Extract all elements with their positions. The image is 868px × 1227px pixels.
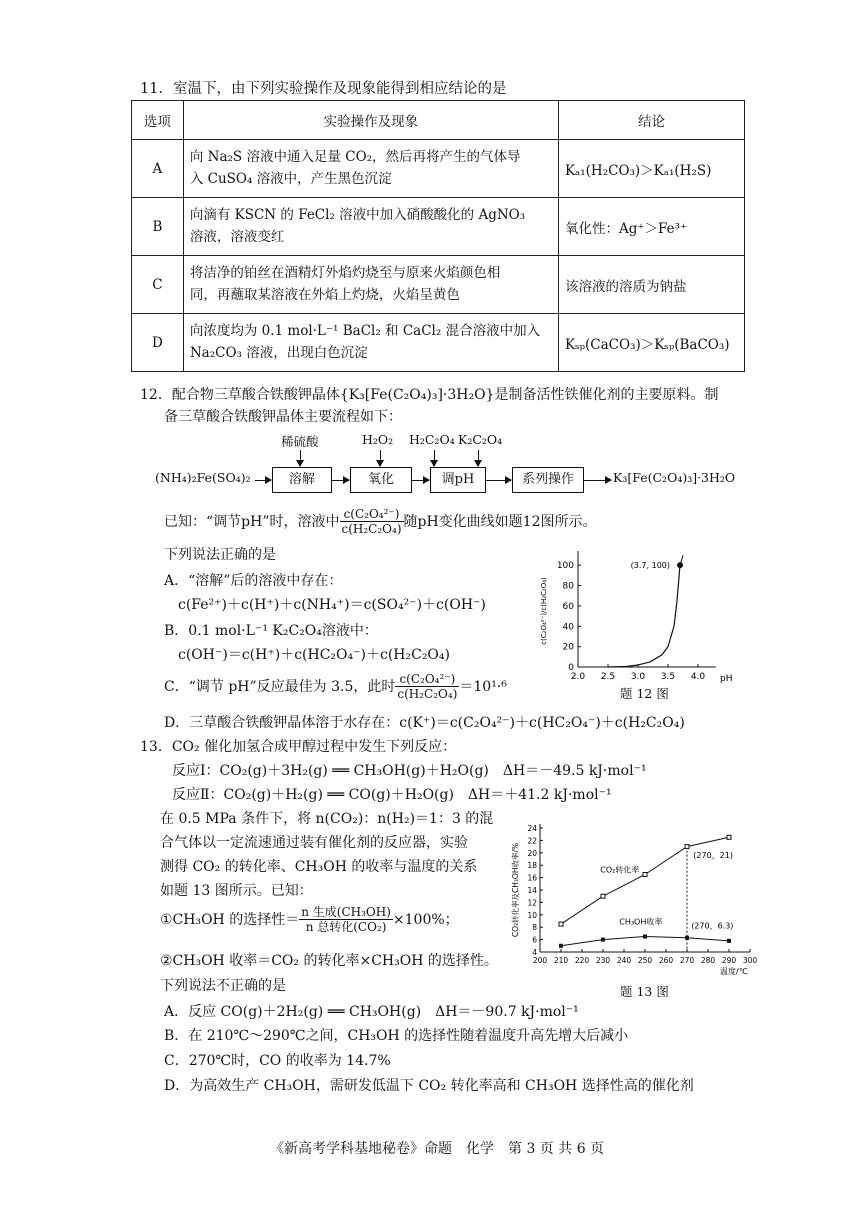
option-text: ＝10¹·⁶ bbox=[459, 678, 507, 695]
x-tick-label: 2.5 bbox=[600, 672, 616, 682]
procedure-line: 向浓度均为 0.1 mol·L⁻¹ BaCl₂ 和 CaCl₂ 混合溶液中加入 bbox=[189, 322, 541, 339]
known-text: ①CH₃OH 的选择性＝ bbox=[160, 911, 300, 928]
flow-arrow bbox=[434, 450, 435, 466]
selectivity-fraction bbox=[299, 905, 393, 935]
procedure-line: 溶液，溶液变红 bbox=[189, 228, 285, 245]
flow-reagent-h2o2: H₂O₂ bbox=[362, 432, 394, 447]
flow-step-dissolve: 溶解 bbox=[272, 467, 332, 493]
row-option: D bbox=[132, 314, 184, 372]
question-13-title: 13．CO₂ 催化加氢合成甲醇过程中发生下列反应： bbox=[140, 739, 457, 755]
x-tick-label: 4.0 bbox=[690, 672, 706, 682]
row-conclusion: Kₛₚ(CaCO₃)＞Kₛₚ(BaCO₃) bbox=[558, 314, 744, 372]
flow-arrow bbox=[255, 480, 271, 481]
y-tick-label: 8 bbox=[532, 923, 537, 933]
x-tick-label: 270 bbox=[679, 956, 695, 965]
q12-option-a: A．“溶解”后的溶液中存在： bbox=[164, 573, 343, 589]
x-tick-label: 250 bbox=[637, 956, 653, 965]
procedure-line: 将洁净的铂丝在酒精灯外焰灼烧至与原来火焰颜色相 bbox=[189, 264, 501, 281]
table-row bbox=[132, 198, 745, 256]
q13-paragraph: 在 0.5 MPa 条件下，将 n(CO₂)：n(H₂)＝1：3 的混 bbox=[160, 811, 494, 827]
fraction-denominator: n 总转化(CO₂) bbox=[305, 920, 387, 935]
figure-12-caption: 题 12 图 bbox=[620, 686, 669, 701]
row-option: C bbox=[132, 256, 184, 314]
x-axis-label: 温度/℃ bbox=[720, 967, 748, 976]
known-text: 随pH变化曲线如题12图所示。 bbox=[403, 513, 597, 530]
q13-known-1 bbox=[160, 905, 459, 935]
y-tick-label: 0 bbox=[568, 663, 574, 673]
q13-option-c: C．270℃时，CO 的收率为 14.7% bbox=[164, 1053, 391, 1069]
flow-reagent-acid: 稀硫酸 bbox=[281, 434, 319, 449]
reaction-2: 反应Ⅱ：CO₂(g)＋H₂(g) ══ CO(g)＋H₂O(g) ΔH＝＋41.2 kJ·mol⁻¹ bbox=[172, 787, 612, 803]
figure-13-caption: 题 13 图 bbox=[620, 984, 669, 999]
q12-option-c bbox=[164, 672, 507, 702]
data-point bbox=[677, 562, 683, 568]
y-tick-label: 20 bbox=[562, 642, 574, 653]
question-12-intro-cont: 备三草酸合铁酸钾晶体主要流程如下： bbox=[164, 409, 402, 425]
figure-12-chart bbox=[530, 543, 733, 703]
y-tick-label: 40 bbox=[562, 622, 574, 633]
data-point bbox=[643, 873, 647, 877]
flow-arrow bbox=[411, 480, 429, 481]
figure-13-chart bbox=[508, 820, 768, 980]
x-tick-label: 3.5 bbox=[660, 672, 676, 682]
point-annotation: (3.7, 100) bbox=[630, 561, 670, 571]
data-point bbox=[559, 922, 563, 926]
procedure-line: 向 Na₂S 溶液中通入足量 CO₂，然后再将产生的气体导 bbox=[189, 148, 521, 165]
y-tick-label: 12 bbox=[527, 898, 537, 908]
x-tick-label: 2.0 bbox=[570, 672, 586, 682]
data-point bbox=[643, 935, 647, 939]
data-point bbox=[685, 845, 689, 849]
flow-end-product: K₃[Fe(C₂O₄)₃]·3H₂O bbox=[613, 470, 736, 485]
row-conclusion: 氧化性：Ag⁺＞Fe³⁺ bbox=[558, 198, 744, 256]
option-text: C．“调节 pH”反应最佳为 3.5，此时 bbox=[164, 678, 396, 695]
flow-arrow bbox=[478, 450, 479, 466]
fraction-numerator: c(C₂O₄²⁻) bbox=[340, 507, 404, 522]
table-row bbox=[132, 256, 745, 314]
ratio-fraction bbox=[395, 672, 459, 702]
point-annotation: (270，21) bbox=[693, 850, 734, 860]
x-tick-label: 300 bbox=[742, 956, 758, 965]
q13-paragraph: 测得 CO₂ 的转化率、CH₃OH 的收率与温度的关系 bbox=[160, 859, 478, 875]
known-text: ×100%； bbox=[392, 911, 459, 928]
flow-arrow bbox=[300, 450, 301, 466]
table-row bbox=[132, 314, 745, 372]
row-option: A bbox=[132, 140, 184, 198]
flow-arrow bbox=[485, 480, 511, 481]
q12-option-a-eq: c(Fe²⁺)＋c(H⁺)＋c(NH₄⁺)＝c(SO₄²⁻)＋c(OH⁻) bbox=[178, 597, 486, 613]
y-axis-label: c(C₂O₄²⁻)/c(H₂C₂O₄) bbox=[540, 577, 548, 645]
data-point bbox=[727, 835, 731, 839]
y-tick-label: 100 bbox=[556, 561, 574, 572]
table-row bbox=[132, 140, 745, 198]
flow-start: (NH₄)₂Fe(SO₄)₂ bbox=[155, 470, 251, 485]
flow-arrow bbox=[583, 480, 611, 481]
header-procedure: 实验操作及现象 bbox=[183, 101, 558, 140]
data-point bbox=[601, 938, 605, 942]
row-procedure bbox=[183, 198, 558, 256]
q12-option-d: D．三草酸合铁酸钾晶体溶于水存在：c(K⁺)＝c(C₂O₄²⁻)＋c(HC₂O₄⁻)＋c(H₂C₂O₄) bbox=[164, 715, 685, 731]
x-axis-label: pH bbox=[720, 674, 733, 684]
flow-reagent-k2c2o4: K₂C₂O₄ bbox=[458, 432, 503, 447]
header-option: 选项 bbox=[132, 101, 184, 140]
experiment-table bbox=[131, 100, 745, 372]
q13-paragraph: 如题 13 图所示。已知： bbox=[160, 883, 313, 899]
procedure-line: Na₂CO₃ 溶液，出现白色沉淀 bbox=[189, 344, 368, 361]
y-tick-label: 4 bbox=[532, 948, 537, 957]
ratio-curve bbox=[608, 565, 680, 667]
y-tick-label: 6 bbox=[532, 935, 537, 945]
x-tick-label: 210 bbox=[553, 956, 569, 965]
x-tick-label: 260 bbox=[658, 956, 674, 965]
header-conclusion: 结论 bbox=[558, 101, 744, 140]
row-procedure bbox=[183, 314, 558, 372]
series-label: CO₂转化率 bbox=[600, 865, 640, 875]
y-tick-label: 80 bbox=[562, 581, 574, 592]
question-12-intro: 12．配合物三草酸合铁酸钾晶体{K₃[Fe(C₂O₄)₃]·3H₂O}是制备活性铁催化剂的主要原料。制 bbox=[140, 387, 719, 403]
page-footer: 《新高考学科基地秘卷》命题 化学 第 3 页 共 6 页 bbox=[270, 1141, 605, 1157]
data-point bbox=[559, 944, 563, 948]
row-procedure bbox=[183, 256, 558, 314]
table-header-row bbox=[132, 101, 745, 140]
y-tick-label: 24 bbox=[527, 824, 537, 833]
procedure-line: 同，再蘸取某溶液在外焰上灼烧，火焰呈黄色 bbox=[189, 286, 460, 303]
x-tick-label: 220 bbox=[574, 956, 590, 965]
q13-ask: 下列说法不正确的是 bbox=[160, 978, 286, 994]
reaction-1: 反应Ⅰ：CO₂(g)＋3H₂(g) ══ CH₃OH(g)＋H₂O(g) ΔH＝－49.5 kJ·mol⁻¹ bbox=[172, 763, 647, 779]
x-tick-label: 230 bbox=[595, 956, 611, 965]
y-tick-label: 14 bbox=[527, 886, 537, 895]
x-tick-label: 290 bbox=[721, 956, 737, 965]
ratio-fraction bbox=[340, 507, 404, 537]
fraction-denominator: c(H₂C₂O₄) bbox=[397, 687, 458, 702]
y-tick-label: 60 bbox=[562, 601, 574, 612]
flow-arrow bbox=[331, 480, 349, 481]
x-tick-label: 280 bbox=[700, 956, 716, 965]
flow-step-oxidize: 氧化 bbox=[350, 467, 412, 493]
y-tick-label: 18 bbox=[527, 861, 537, 871]
flow-step-adjust-ph: 调pH bbox=[430, 467, 486, 493]
y-axis-label: CO₂转化率及CH₃OH收率/% bbox=[511, 842, 520, 938]
y-tick-label: 16 bbox=[527, 873, 537, 883]
y-tick-label: 20 bbox=[527, 848, 537, 858]
x-tick-label: 3.0 bbox=[630, 672, 646, 682]
fraction-denominator: c(H₂C₂O₄) bbox=[341, 522, 402, 537]
q12-known bbox=[164, 507, 597, 537]
q13-paragraph: 合气体以一定流速通过装有催化剂的反应器，实验 bbox=[160, 835, 468, 851]
point-annotation: (270，6.3) bbox=[691, 921, 734, 931]
row-procedure bbox=[183, 140, 558, 198]
fraction-numerator: n 生成(CH₃OH) bbox=[301, 905, 391, 919]
q13-known-2: ②CH₃OH 收率＝CO₂ 的转化率×CH₃OH 的选择性。 bbox=[160, 953, 498, 969]
row-conclusion: 该溶液的溶质为钠盐 bbox=[558, 256, 744, 314]
flow-step-series-ops: 系列操作 bbox=[512, 467, 584, 493]
q13-option-d: D．为高效生产 CH₃OH，需研发低温下 CO₂ 转化率高和 CH₃OH 选择性高的催化剂 bbox=[164, 1078, 694, 1094]
y-tick-label: 10 bbox=[527, 910, 537, 920]
flow-arrow bbox=[380, 450, 381, 466]
y-tick-label: 22 bbox=[527, 836, 537, 846]
flow-reagent-h2c2o4: H₂C₂O₄ bbox=[409, 432, 455, 447]
question-11-title: 11．室温下，由下列实验操作及现象能得到相应结论的是 bbox=[140, 81, 507, 97]
data-point bbox=[685, 936, 689, 940]
data-point bbox=[601, 894, 605, 898]
x-tick-label: 200 bbox=[532, 956, 548, 965]
q13-option-a: A．反应 CO(g)＋2H₂(g) ══ CH₃OH(g) ΔH＝－90.7 kJ·mol⁻¹ bbox=[164, 1004, 579, 1020]
q13-option-b: B．在 210℃～290℃之间，CH₃OH 的选择性随着温度升高先增大后减小 bbox=[164, 1028, 629, 1044]
row-option: B bbox=[132, 198, 184, 256]
series-label: CH₃OH收率 bbox=[619, 917, 663, 927]
q12-option-b: B．0.1 mol·L⁻¹ K₂C₂O₄溶液中： bbox=[164, 623, 378, 639]
fraction-numerator: c(C₂O₄²⁻) bbox=[395, 672, 459, 687]
data-point bbox=[727, 939, 731, 943]
procedure-line: 入 CuSO₄ 溶液中，产生黑色沉淀 bbox=[189, 170, 392, 187]
procedure-line: 向滴有 KSCN 的 FeCl₂ 溶液中加入硝酸酸化的 AgNO₃ bbox=[189, 206, 526, 223]
row-conclusion: Kₐ₁(H₂CO₃)＞Kₐ₁(H₂S) bbox=[558, 140, 744, 198]
known-text: 已知：“调节pH”时，溶液中 bbox=[164, 513, 340, 530]
q12-ask: 下列说法正确的是 bbox=[164, 547, 276, 563]
x-tick-label: 240 bbox=[616, 956, 632, 965]
q12-option-b-eq: c(OH⁻)＝c(H⁺)＋c(HC₂O₄⁻)＋c(H₂C₂O₄) bbox=[178, 647, 450, 663]
